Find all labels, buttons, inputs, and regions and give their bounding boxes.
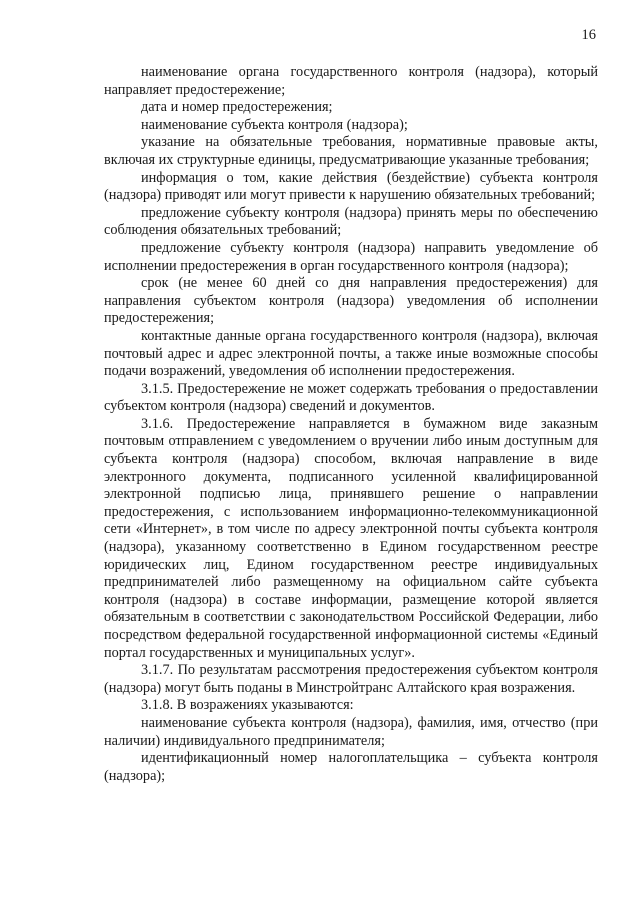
clause-3-1-5: 3.1.5. Предостережение не может содержать требования о предоставлении субъектом контроля (надзора) сведений и документов. <box>104 380 598 415</box>
list-item-deadline: срок (не менее 60 дней со дня направления предостережения) для направления субъектом контроля (надзора) уведомления об исполнении предостережения; <box>104 275 598 327</box>
list-item-proposal-notification: предложение субъекту контроля (надзора) направить уведомление об исполнении предостережения в орган государственного контроля (надзора); <box>104 239 598 274</box>
list-item-authority-name: наименование органа государственного контроля (надзора), который направляет предостережение; <box>104 64 598 98</box>
list-item-violation-info: информация о том, какие действия (бездействие) субъекта контроля (надзора) приводят или могут привести к нарушению обязательных требований; <box>104 169 598 204</box>
clause-3-1-8: 3.1.8. В возражениях указываются: <box>141 697 354 714</box>
list-item-date-number: дата и номер предостережения; <box>141 99 333 116</box>
list-item-subject-name: наименование субъекта контроля (надзора); <box>141 116 408 133</box>
clause-3-1-7: 3.1.7. По результатам рассмотрения предостережения субъектом контроля (надзора) могут быть поданы в Минстройтранс Алтайского края возражения. <box>104 662 598 696</box>
clause-3-1-6: 3.1.6. Предостережение направляется в бумажном виде заказным почтовым отправлением с уведомлением о вручении либо иным доступным для субъекта контроля (надзора) способом, включая направление в виде электронного документа, подписанного усиленной квалифицированной электронной подписью лица, принявшего решение о направлении предостережения, с использованием информационно-телекоммуникационной сети «Интернет», в том числе по адресу электронной почты субъекта контроля (надзора), указанному соответственно в Едином государственном реестре юридических лиц, Едином государственном реестре индивидуальных предпринимателей либо размещенному на официальном сайте субъекта контроля (надзора) в составе информации, размещение которой является обязательным в соответствии с законодательством Российской Федерации, либо посредством федеральной государственной информационной системы «Единый портал государственных и муниципальных услуг». <box>104 415 598 661</box>
page-number: 16 <box>581 27 596 43</box>
document-body <box>104 64 598 785</box>
list-item-contacts: контактные данные органа государственного контроля (надзора), включая почтовый адрес и адрес электронной почты, а также иные возможные способы подачи возражений, уведомления об исполнении предостережения. <box>104 327 598 380</box>
list-item-requirements: указание на обязательные требования, нормативные правовые акты, включая их структурные единицы, предусматривающие указанные требования; <box>104 134 598 168</box>
list-item-proposal-measures: предложение субъекту контроля (надзора) принять меры по обеспечению соблюдения обязательных требований; <box>104 204 598 239</box>
list-item-objection-subject: наименование субъекта контроля (надзора), фамилия, имя, отчество (при наличии) индивидуального предпринимателя; <box>104 714 598 749</box>
list-item-taxpayer-id: идентификационный номер налогоплательщика – субъекта контроля (надзора); <box>104 750 598 784</box>
